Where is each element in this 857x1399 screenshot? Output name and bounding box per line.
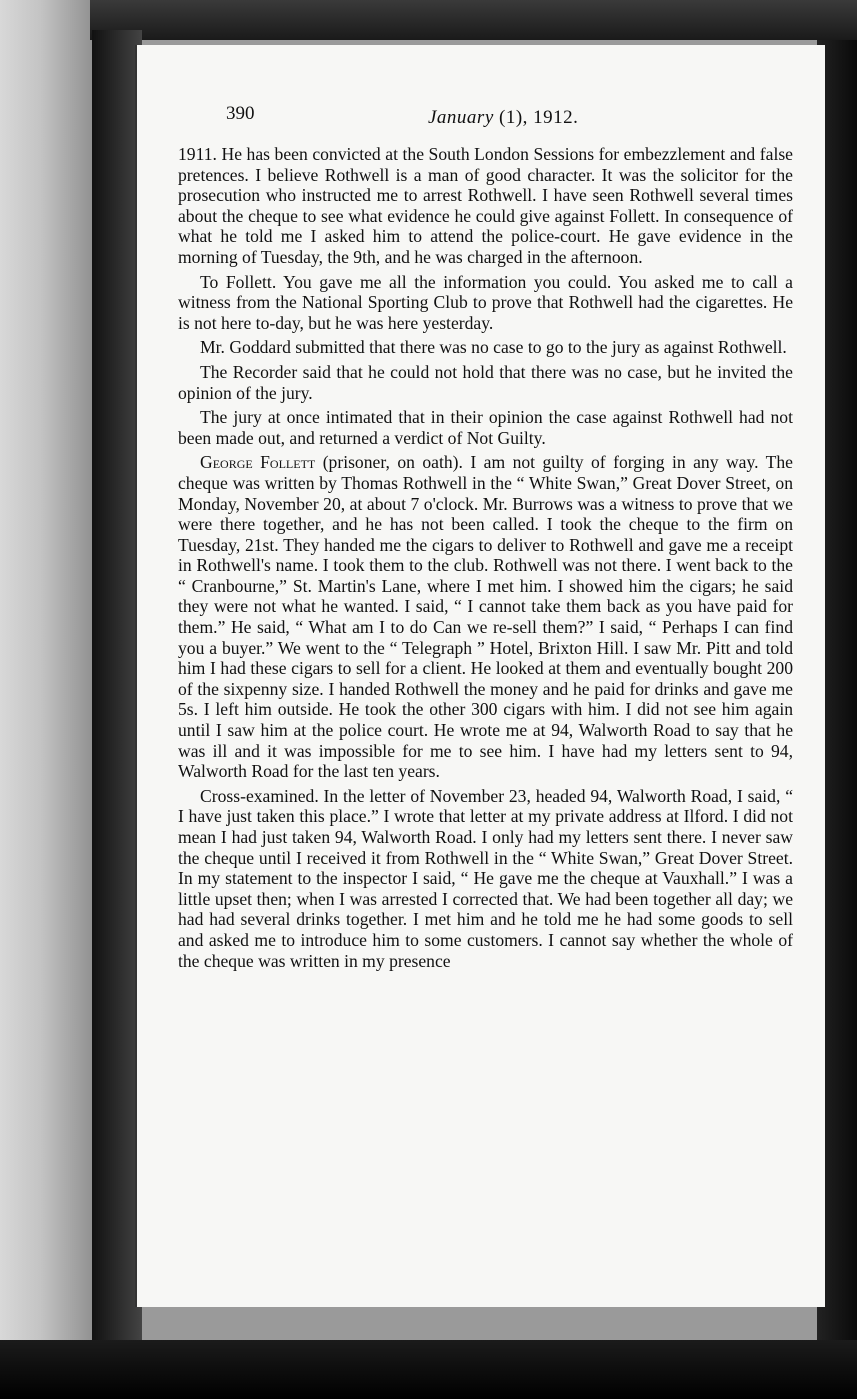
header-month: January — [428, 107, 494, 128]
body-text — [178, 144, 793, 971]
paragraph — [178, 786, 793, 971]
book-page — [135, 45, 825, 1307]
header-date: (1), 1912. — [493, 107, 579, 128]
page-header-title — [428, 107, 578, 129]
scanner-background-left — [0, 0, 100, 1399]
paragraph — [178, 144, 793, 268]
paragraph-text: Cross-examined. In the letter of November 23, headed 94, Walworth Road, I said, “ I have just taken this place.” I wrote that letter at my private address at Ilford. I did not mean I had just taken 94, Walworth Road. I only had my letters sent there. I never saw the cheque until I received it from Rothwell in the “ White Swan,” Great Dover Street. In my statement to the inspector I said, “ He gave me the cheque at Vauxhall.” I was a little upset then; when I was arrested I corrected that. We had been together all day; we had had several drinks together. I met him and he told me he had some goods to sell and asked me to introduce him to some customers. I cannot say whether the whole of the cheque was written in my presence — [178, 785, 793, 971]
scanner-background-top — [90, 0, 857, 40]
paragraph-text: To Follett. You gave me all the information you could. You asked me to call a witness from the National Sporting Club to prove that Rothwell had the cigarettes. He is not here to-day, but he was here yesterday. — [178, 271, 793, 333]
page-content — [178, 101, 793, 975]
scanner-background-bottom — [0, 1340, 857, 1399]
witness-name: George Follett — [200, 452, 316, 473]
page-number: 390 — [226, 103, 255, 124]
paragraph-text: Mr. Goddard submitted that there was no case to go to the jury as against Rothwell. — [200, 337, 787, 358]
paragraph — [178, 272, 793, 334]
paragraph-text: 1911. He has been convicted at the South London Sessions for embezzlement and false pretences. I believe Rothwell is a man of good character. It was the solicitor for the prosecution who instructed me to arrest Rothwell. I have seen Rothwell several times about the cheque to see what evidence he could give against Follett. In consequence of what he told me I asked him to attend the police-court. He gave evidence in the morning of Tuesday, the 9th, and he was charged in the afternoon. — [178, 144, 793, 267]
paragraph-text: The jury at once intimated that in their opinion the case against Rothwell had not been made out, and returned a verdict of Not Guilty. — [178, 407, 793, 448]
running-head — [178, 101, 793, 139]
paragraph-text: The Recorder said that he could not hold that there was no case, but he invited the opinion of the jury. — [178, 361, 793, 403]
paragraph — [178, 337, 793, 358]
paragraph-text: (prisoner, on oath). I am not guilty of forging in any way. The cheque was written by Thomas Rothwell in the “ White Swan,” Great Dover Street, on Monday, November 20, at about 7 o'clock. Mr. Burrows was a witness to prove that we were there together, and he has not been called. I took the cheque to the firm on Tuesday, 21st. They handed me the cigars to deliver to Rothwell and gave me a receipt in Rothwell's name. I took them to the club. Rothwell was not there. I went back to the “ Cranbourne,” St. Martin's Lane, where I met him. I showed him the cigars; he said they were not what he wanted. I said, “ I cannot take them back as you have paid for them.” He said, “ What am I to do Can we re-sell them?” I said, “ Perhaps I can find you a buyer.” We went to the “ Telegraph ” Hotel, Brixton Hill. I saw Mr. Pitt and told him I had these cigars to sell for a client. He looked at them and eventually bought 200 of the sixpenny size. I handed Rothwell the money and he paid for drinks and gave me 5s. I left him outside. He took the other 300 cigars with him. I did not see him again until I saw him at the police court. He wrote me at 94, Walworth Road to say that he was ill and it was impossible for me to see him. I have had my letters sent to 94, Walworth Road for the last ten years. — [178, 452, 793, 782]
paragraph — [178, 362, 793, 403]
paragraph — [178, 407, 793, 448]
paragraph — [178, 452, 793, 782]
